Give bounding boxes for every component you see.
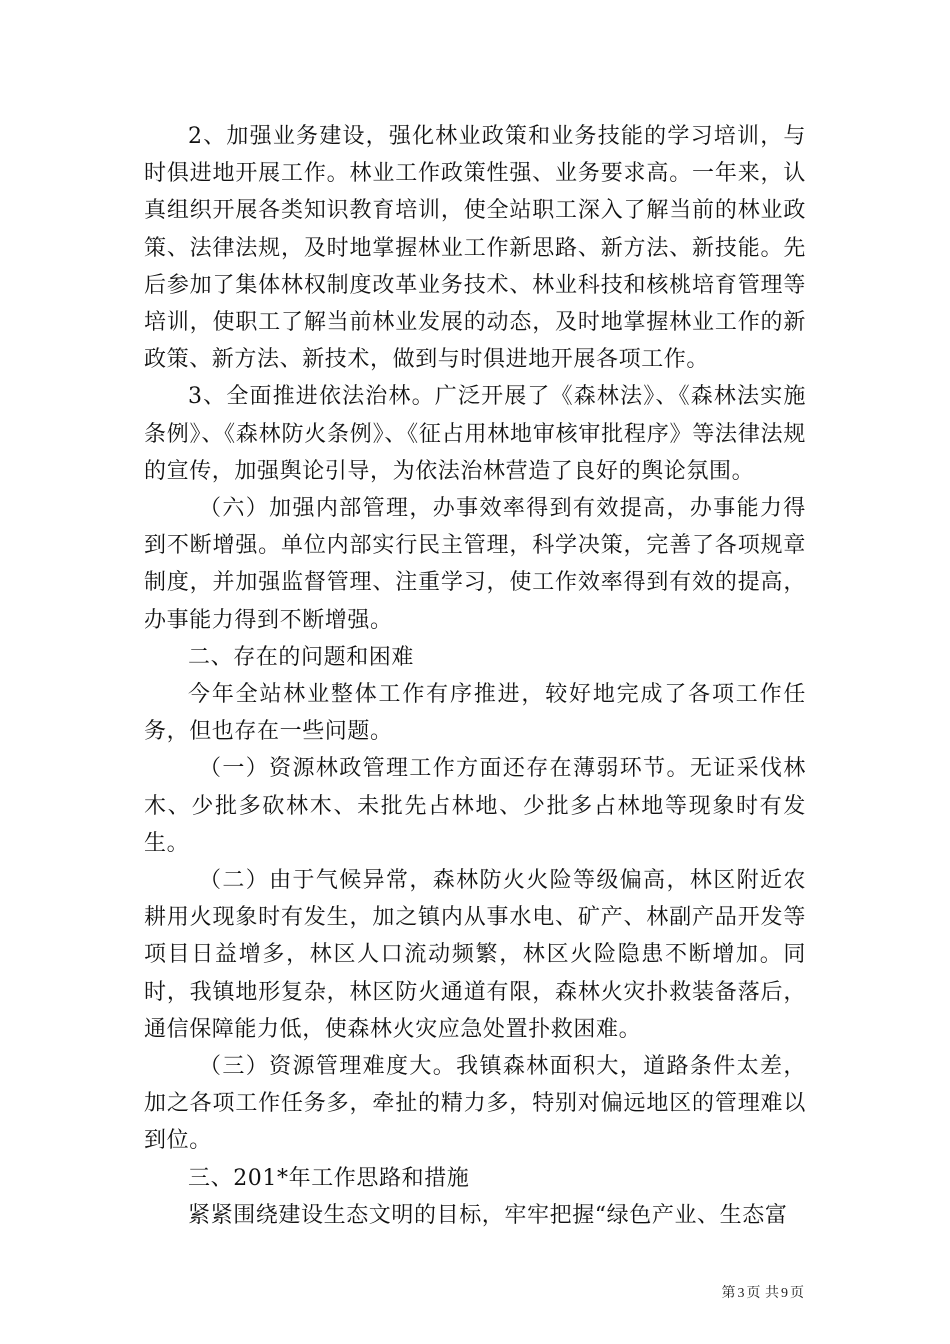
section-heading-plans: 三、201*年工作思路和措施 — [188, 1165, 470, 1191]
paragraph-business-training: 2、加强业务建设，强化林业政策和业务技能的学习培训，与时俱进地开展工作。林业工作政策性强、业务要求高。一年来，认真组织开展各类知识教育培训，使全站职工深入了解当前的林业政策、法律法规，及时地掌握林业工作新思路、新方法、新技能。先后参加了集体林权制度改革业务技术、林业科技和核桃培育管理等培训，使职工了解当前林业发展的动态，及时地掌握林业工作的新政策、新方法、新技术，做到与时俱进地开展各项工作。 — [144, 124, 806, 373]
page-label-prefix: 第 — [721, 1285, 736, 1301]
page-number-footer — [722, 1284, 804, 1303]
page-label-suffix: 页 — [790, 1285, 804, 1301]
total-pages-number: 9 — [781, 1286, 788, 1301]
document-body — [144, 118, 806, 1234]
paragraph-plans-intro: 紧紧围绕建设生态文明的目标，牢牢把握“绿色产业、生态富 — [188, 1202, 788, 1228]
paragraph-problem-forest-admin: （一）资源林政管理工作方面还存在薄弱环节。无证采伐林木、少批多砍林木、未批先占林地、少批多占林地等现象时有发生。 — [144, 756, 806, 856]
paragraph-problem-resource-management: （三）资源管理难度大。我镇森林面积大，道路条件太差，加之各项工作任务多，牵扯的精力多，特别对偏远地区的管理难以到位。 — [144, 1054, 806, 1154]
page-label-middle: 页 共 — [746, 1285, 779, 1301]
paragraph-problem-fire-risk: （二）由于气候异常，森林防火火险等级偏高，林区附近农耕用火现象时有发生，加之镇内从事水电、矿产、林副产品开发等项目日益增多，林区人口流动频繁，林区火险隐患不断增加。同时，我镇地形复杂，林区防火通道有限，森林火灾扑救装备落后，通信保障能力低，使森林火灾应急处置扑救困难。 — [144, 868, 806, 1042]
paragraph-problems-intro: 今年全站林业整体工作有序推进，较好地完成了各项工作任务，但也存在一些问题。 — [144, 682, 806, 745]
paragraph-internal-management: （六）加强内部管理，办事效率得到有效提高，办事能力得到不断增强。单位内部实行民主管理，科学决策，完善了各项规章制度，并加强监督管理、注重学习，使工作效率得到有效的提高，办事能力得到不断增强。 — [144, 496, 806, 633]
current-page-number: 3 — [737, 1286, 745, 1301]
paragraph-rule-of-law: 3、全面推进依法治林。广泛开展了《森林法》、《森林法实施条例》、《森林防火条例》、《征占用林地审核审批程序》等法律法规的宣传，加强舆论引导，为依法治林营造了良好的舆论氛围。 — [144, 384, 806, 484]
section-heading-problems: 二、存在的问题和困难 — [188, 644, 415, 670]
